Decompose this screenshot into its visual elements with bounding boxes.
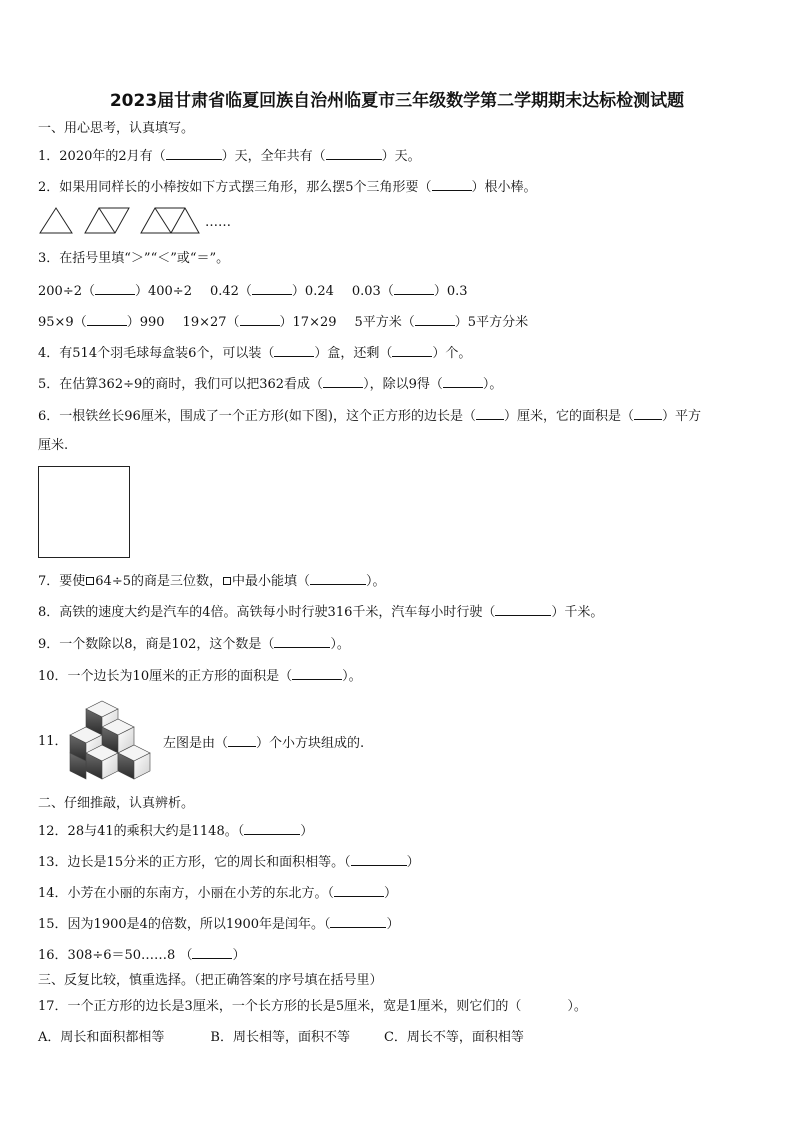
q2-text-b: ）根小棒。 (471, 180, 537, 195)
question-2 (38, 177, 537, 197)
page-title: 2023届甘肃省临夏回族自治州临夏市三年级数学第二学期期末达标检测试题 (109, 91, 685, 111)
q2-text-a: 2．如果用同样长的小棒按如下方式摆三角形，那么摆5个三角形要（ (38, 180, 432, 195)
option-a[interactable]: A．周长和面积都相等 (38, 1030, 165, 1045)
question-17-options (38, 1029, 524, 1047)
answer-blank[interactable] (252, 281, 292, 295)
question-11-number: 11． (38, 734, 68, 749)
q13-text-b: ） (406, 855, 420, 870)
answer-blank[interactable] (334, 883, 384, 897)
q5-text-b: ），除以9得（ (363, 377, 443, 392)
q12-text-a: 12．28与41的乘积大约是1148。（ (38, 824, 245, 839)
q3-r2-c: 19×27（ (182, 315, 240, 330)
answer-blank[interactable] (326, 146, 382, 160)
question-14 (38, 883, 397, 903)
answer-blank[interactable] (351, 852, 407, 866)
q13-text-a: 13．边长是15分米的正方形，它的周长和面积相等。（ (38, 855, 351, 870)
q15-text-b: ） (386, 917, 400, 932)
square-figure (38, 466, 130, 558)
q4-text-c: ）个。 (432, 346, 472, 361)
q10-text-b: ）。 (342, 669, 362, 684)
answer-blank[interactable] (95, 281, 135, 295)
q3-r1-b: ）400÷2 (134, 284, 192, 299)
q3-r1-c: 0.42（ (209, 284, 252, 299)
q3-r2-d: ）17×29 (279, 315, 337, 330)
answer-blank[interactable] (192, 945, 232, 959)
question-5 (38, 374, 502, 394)
answer-blank[interactable] (323, 374, 363, 388)
q1-text-c: ）天。 (381, 149, 421, 164)
q3-r2-b: ）990 (126, 315, 165, 330)
question-15 (38, 914, 400, 934)
q3-r1-e: 0.03（ (351, 284, 394, 299)
section-1-heading: 一、用心思考，认真填写。 (38, 121, 195, 136)
q4-text-a: 4．有514个羽毛球每盒装6个，可以装（ (38, 346, 275, 361)
box-placeholder-icon (223, 577, 231, 585)
triangle-figure-3 (139, 205, 201, 235)
question-12 (38, 821, 313, 841)
q14-text-a: 14．小芳在小丽的东南方，小丽在小芳的东北方。（ (38, 886, 335, 901)
section-3-heading: 三、反复比较，慎重选择。（把正确答案的序号填在括号里） (38, 973, 383, 988)
q7-text-c: 中最小能填（ (232, 574, 311, 589)
q4-text-b: ）盒，还剩（ (314, 346, 393, 361)
q14-text-b: ） (384, 886, 398, 901)
q3-r1-d: ）0.24 (291, 284, 334, 299)
q11-text-a: 左图是由（ (163, 736, 229, 751)
q6-text-a: 6．一根铁丝长96厘米，围成了一个正方形(如下图)，这个正方形的边长是（ (38, 409, 476, 424)
q1-text-b: ）天，全年共有（ (221, 149, 326, 164)
answer-blank[interactable] (392, 343, 432, 357)
answer-blank[interactable] (415, 312, 455, 326)
q17-text-a: 17．一个正方形的边长是3厘米，一个长方形的长是5厘米，宽是1厘米，则它们的（ (38, 999, 522, 1014)
question-10 (38, 666, 362, 686)
triangle-figure-2 (83, 205, 133, 235)
q3-r2-f: ）5平方分米 (454, 315, 529, 330)
question-4 (38, 343, 471, 363)
q16-text-b: ） (232, 948, 246, 963)
q7-text-d: ）。 (366, 574, 386, 589)
question-16 (38, 945, 245, 965)
q9-text-b: ）。 (330, 637, 350, 652)
q11-text-b: ）个小方块组成的. (256, 736, 365, 751)
question-9 (38, 634, 350, 654)
section-2-heading: 二、仔细推敲，认真辨析。 (38, 796, 195, 811)
question-3-row-1 (38, 281, 468, 301)
question-6-cont: 厘米. (38, 438, 69, 453)
q12-text-b: ） (300, 824, 314, 839)
question-11 (163, 733, 364, 753)
answer-blank[interactable] (244, 821, 300, 835)
q8-text-b: ）千米。 (551, 605, 604, 620)
question-17 (38, 998, 587, 1016)
answer-blank[interactable] (330, 914, 386, 928)
answer-blank[interactable] (228, 733, 256, 747)
q3-r1-f: ）0.3 (433, 284, 468, 299)
answer-blank[interactable] (634, 406, 662, 420)
answer-blank[interactable] (310, 571, 366, 585)
ellipsis: …… (205, 215, 231, 230)
q1-text-a: 1．2020年的2月有（ (38, 149, 166, 164)
option-c[interactable]: C．周长不等，面积相等 (383, 1030, 524, 1045)
question-6 (38, 406, 701, 426)
q3-r1-a: 200÷2（ (38, 284, 95, 299)
q10-text-a: 10．一个边长为10厘米的正方形的面积是（ (38, 669, 293, 684)
q16-text-a: 16．308÷6＝50……8 （ (38, 948, 193, 963)
answer-blank[interactable] (495, 602, 551, 616)
q8-text-a: 8．高铁的速度大约是汽车的4倍。高铁每小时行驶316千米，汽车每小时行驶（ (38, 605, 496, 620)
answer-blank[interactable] (292, 666, 342, 680)
box-placeholder-icon (86, 577, 94, 585)
q7-text-a: 7．要使 (38, 574, 86, 589)
q5-text-c: ）。 (482, 377, 503, 392)
answer-blank[interactable] (432, 177, 472, 191)
answer-blank[interactable] (274, 634, 330, 648)
q5-text-a: 5．在估算362÷9的商时，我们可以把362看成（ (38, 377, 324, 392)
answer-blank[interactable] (394, 281, 434, 295)
q17-text-b: ）。 (567, 999, 587, 1014)
q15-text-a: 15．因为1900是4的倍数，所以1900年是闰年。（ (38, 917, 331, 932)
question-8 (38, 602, 603, 622)
answer-blank[interactable] (274, 343, 314, 357)
question-13 (38, 852, 420, 872)
question-3: 3．在括号里填“＞”“＜”或“＝”。 (38, 251, 230, 266)
cube-stack-image (66, 697, 161, 783)
q9-text-a: 9．一个数除以8，商是102，这个数是（ (38, 637, 275, 652)
answer-blank[interactable] (476, 406, 504, 420)
question-3-row-2 (38, 312, 528, 332)
answer-blank[interactable] (87, 312, 127, 326)
question-7 (38, 571, 386, 591)
answer-blank[interactable] (443, 374, 483, 388)
answer-blank[interactable] (240, 312, 280, 326)
option-b[interactable]: B．周长相等，面积不等 (210, 1030, 350, 1045)
triangle-figure-1 (38, 205, 74, 235)
question-1 (38, 146, 421, 166)
answer-blank[interactable] (166, 146, 222, 160)
q7-text-b: 64÷5的商是三位数， (95, 574, 222, 589)
q3-r2-e: 5平方米（ (354, 315, 415, 330)
q6-text-c: ）平方 (661, 409, 701, 424)
q6-text-b: ）厘米，它的面积是（ (503, 409, 634, 424)
q3-r2-a: 95×9（ (38, 315, 87, 330)
